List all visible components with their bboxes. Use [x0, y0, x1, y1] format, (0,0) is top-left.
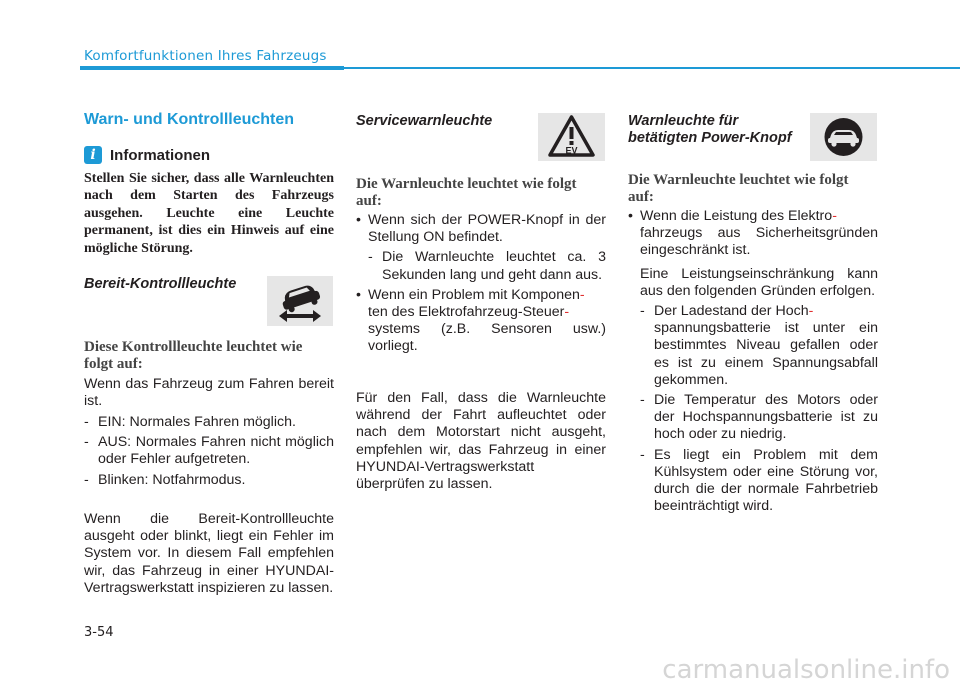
power-button-lamp-title: Warnleuchte für betätigten Power-Knopf	[628, 113, 792, 146]
power-button-lamp-icon	[810, 113, 877, 161]
list-item: - Blinken: Notfahrmodus.	[84, 471, 246, 488]
ready-lamp-outro: Wenn die Bereit-Kontrollleuchte ausgeht oder blinkt, liegt ein Fehler im System vor. In diesem Fall empfehlen wir, das Fahrzeug in einer HYUNDAI-Vertragswerkstatt inspizieren zu lassen.	[84, 511, 334, 596]
service-lamp-icon	[538, 113, 605, 161]
ready-lamp-intro: Wenn das Fahrzeug zum Fahren bereit ist.	[84, 376, 334, 410]
page-header-title: Komfortfunktionen Ihres Fahrzeugs	[84, 48, 327, 64]
header-rule-thin	[344, 67, 960, 69]
header-rule-thick	[80, 66, 344, 70]
power-button-lamp-list	[628, 208, 878, 515]
info-icon: i	[84, 146, 102, 164]
power-button-lamp-heading: Die Warnleuchte leuchtet wie folgt auf:	[628, 172, 849, 205]
list-item: • Wenn ein Problem mit Komponen- ten des Elektrofahrzeug-Steuer- systems (z.B. Sensoren usw.) vorliegt.	[356, 286, 606, 355]
list-item: • Wenn die Leistung des Elektro- fahrzeugs aus Sicherheitsgründen eingeschränkt ist.	[628, 208, 878, 259]
ready-lamp-title: Bereit-Kontrollleuchte	[84, 276, 237, 292]
ready-lamp-icon	[267, 276, 333, 326]
list-subitem: - Der Ladestand der Hoch- spannungsbatterie ist unter ein bestimmtes Niveau gefallen oder es ist zu einem Spannungsabfall gekommen.	[640, 303, 878, 388]
watermark: carmanualsonline.info	[662, 655, 950, 685]
list-item: - EIN: Normales Fahren möglich.	[84, 414, 296, 430]
list-item: • Wenn sich der POWER-Knopf in der Stellung ON befindet.	[356, 212, 606, 246]
list-subitem: - Die Temperatur des Motors oder der Hochspannungsbatterie ist zu hoch oder zu niedrig.	[640, 392, 878, 443]
list-paragraph: Eine Leistungseinschränkung kann aus den folgenden Gründen erfolgen.	[640, 265, 878, 299]
service-lamp-outro: Für den Fall, dass die Warnleuchte während der Fahrt aufleuchtet oder nach dem Motorstart nicht ausgeht, empfehlen wir, das Fahrzeug in einer HYUNDAI-Vertragswerkstatt überprüfen zu lassen.	[356, 390, 606, 493]
page-number: 3-54	[84, 625, 114, 640]
info-text: Stellen Sie sicher, dass alle Warnleuchten nach dem Starten des Fahrzeugs ausgehen. Leuchte eine Leuchte permanent, ist dies ein Hinweis auf eine mögliche Störung.	[84, 171, 334, 256]
service-lamp-list	[356, 212, 606, 356]
service-lamp-title: Servicewarnleuchte	[356, 113, 493, 129]
ready-lamp-heading: Diese Kontrollleuchte leuchtet wie folgt auf:	[84, 339, 303, 372]
list-subitem: - Es liegt ein Problem mit dem Kühlsystem oder eine Störung vor, durch die der normale Fahrbetrieb beeinträchtigt wird.	[640, 446, 878, 515]
info-title: Informationen	[110, 146, 210, 164]
service-lamp-heading: Die Warnleuchte leuchtet wie folgt auf:	[356, 176, 577, 209]
list-subitem: - Die Warnleuchte leuchtet ca. 3 Sekunden lang und geht dann aus.	[368, 249, 606, 283]
info-heading	[84, 146, 210, 164]
section-title: Warn- und Kontrollleuchten	[84, 111, 295, 128]
list-item: - AUS: Normales Fahren nicht möglich oder Fehler aufgetreten.	[84, 434, 334, 468]
ev-label: EV	[565, 145, 578, 156]
ready-lamp-list	[84, 414, 334, 489]
